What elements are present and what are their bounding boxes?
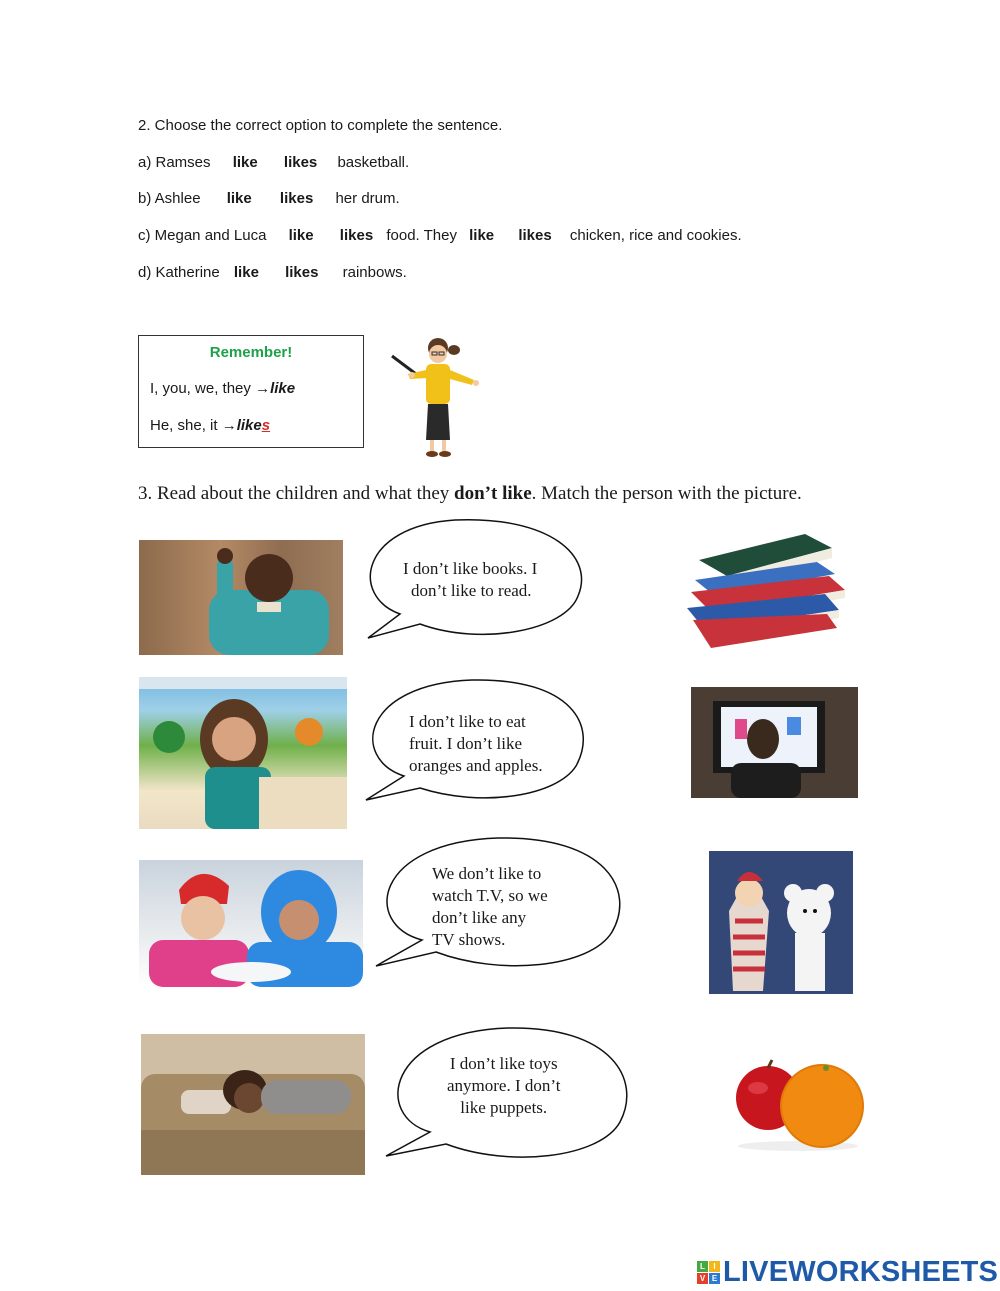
- q2-c-subject: c) Megan and Luca: [138, 227, 267, 244]
- q2-c-option-like-2[interactable]: like: [469, 227, 495, 244]
- bubble-2-line: oranges and apples.: [409, 756, 543, 775]
- q2-a-option-likes[interactable]: likes: [283, 154, 318, 171]
- remember-like-stem: like: [236, 417, 262, 434]
- arrow-right-icon: →: [255, 380, 271, 397]
- badge-letter: V: [697, 1273, 708, 1284]
- q2-a-option-like[interactable]: like: [232, 154, 258, 171]
- photo-boy-flexing[interactable]: [139, 540, 343, 655]
- badge-letter: E: [709, 1273, 720, 1284]
- bubble-1-line: I don’t like books. I: [403, 559, 538, 578]
- q2-item-b: [138, 190, 400, 207]
- bubble-1-line: don’t like to read.: [411, 581, 532, 600]
- badge-letter: L: [697, 1261, 708, 1272]
- photo-boy-watching-tv[interactable]: [691, 687, 858, 798]
- remember-line-singular: [150, 417, 270, 434]
- live-badge-icon: [697, 1261, 720, 1284]
- photo-puppets[interactable]: [709, 851, 853, 994]
- photo-girl-on-sofa[interactable]: [141, 1034, 365, 1175]
- bubble-3-line: don’t like any: [432, 908, 527, 927]
- arrow-right-icon: →: [221, 417, 237, 434]
- bubble-4-line: I don’t like toys: [449, 1054, 558, 1073]
- bubble-2-line: I don’t like to eat: [409, 712, 526, 731]
- photo-apple-orange[interactable]: [728, 1058, 866, 1152]
- q2-c-option-likes-2[interactable]: likes: [518, 227, 552, 244]
- q2-b-subject: b) Ashlee: [138, 190, 201, 207]
- q2-d-option-likes[interactable]: likes: [285, 264, 319, 281]
- q2-c-option-likes-1[interactable]: likes: [339, 227, 374, 244]
- liveworksheets-logo: [697, 1256, 998, 1289]
- teacher-illustration: [388, 334, 488, 460]
- q2-a-rest: basketball.: [337, 154, 410, 171]
- photo-kids-winter[interactable]: [139, 860, 363, 987]
- remember-like: like: [270, 380, 296, 397]
- remember-pronouns-singular: He, she, it: [150, 417, 218, 434]
- q2-item-c: [138, 227, 742, 244]
- bubble-2-line: fruit. I don’t like: [409, 734, 522, 753]
- brand-name: LIVEWORKSHEETS: [723, 1256, 999, 1288]
- q2-b-option-like[interactable]: like: [226, 190, 252, 207]
- q3-prefix: 3. Read about the children and what they: [138, 483, 455, 504]
- q2-c-middle: food. They: [386, 227, 457, 244]
- bubble-3-line: watch T.V, so we: [432, 886, 548, 905]
- q2-item-a: [138, 154, 409, 171]
- q2-b-rest: her drum.: [335, 190, 400, 207]
- remember-pronouns-plural: I, you, we, they: [150, 380, 251, 397]
- q3-instruction: [138, 483, 802, 505]
- remember-title: Remember!: [209, 344, 293, 361]
- q2-d-option-like[interactable]: like: [233, 264, 259, 281]
- bubble-4-line: anymore. I don’t: [447, 1076, 561, 1095]
- q2-item-d: [138, 264, 407, 281]
- bubble-3-line: TV shows.: [432, 930, 506, 949]
- q2-title: 2. Choose the correct option to complete the sentence.: [138, 117, 503, 134]
- bubble-2-text: [409, 711, 543, 777]
- q2-d-subject: d) Katherine: [138, 264, 220, 281]
- bubble-3-text: [432, 863, 548, 951]
- photo-girl-glasses[interactable]: [139, 677, 347, 829]
- bubble-3-line: We don’t like to: [432, 864, 542, 883]
- q2-c-option-like-1[interactable]: like: [288, 227, 314, 244]
- q2-d-rest: rainbows.: [342, 264, 407, 281]
- q2-c-rest: chicken, rice and cookies.: [569, 227, 742, 244]
- photo-books[interactable]: [687, 530, 849, 650]
- q2-b-option-likes[interactable]: likes: [279, 190, 314, 207]
- bubble-4-line: like puppets.: [460, 1098, 548, 1117]
- q3-bold: don’t like: [454, 483, 532, 504]
- bubble-4-text: [447, 1053, 560, 1119]
- badge-letter: I: [709, 1261, 720, 1272]
- q2-a-subject: a) Ramses: [138, 154, 211, 171]
- q3-suffix: . Match the person with the picture.: [531, 483, 802, 504]
- bubble-1-text: [403, 558, 537, 602]
- remember-line-plural: [150, 380, 295, 397]
- remember-box: [138, 335, 364, 448]
- remember-s-suffix: s: [261, 417, 271, 434]
